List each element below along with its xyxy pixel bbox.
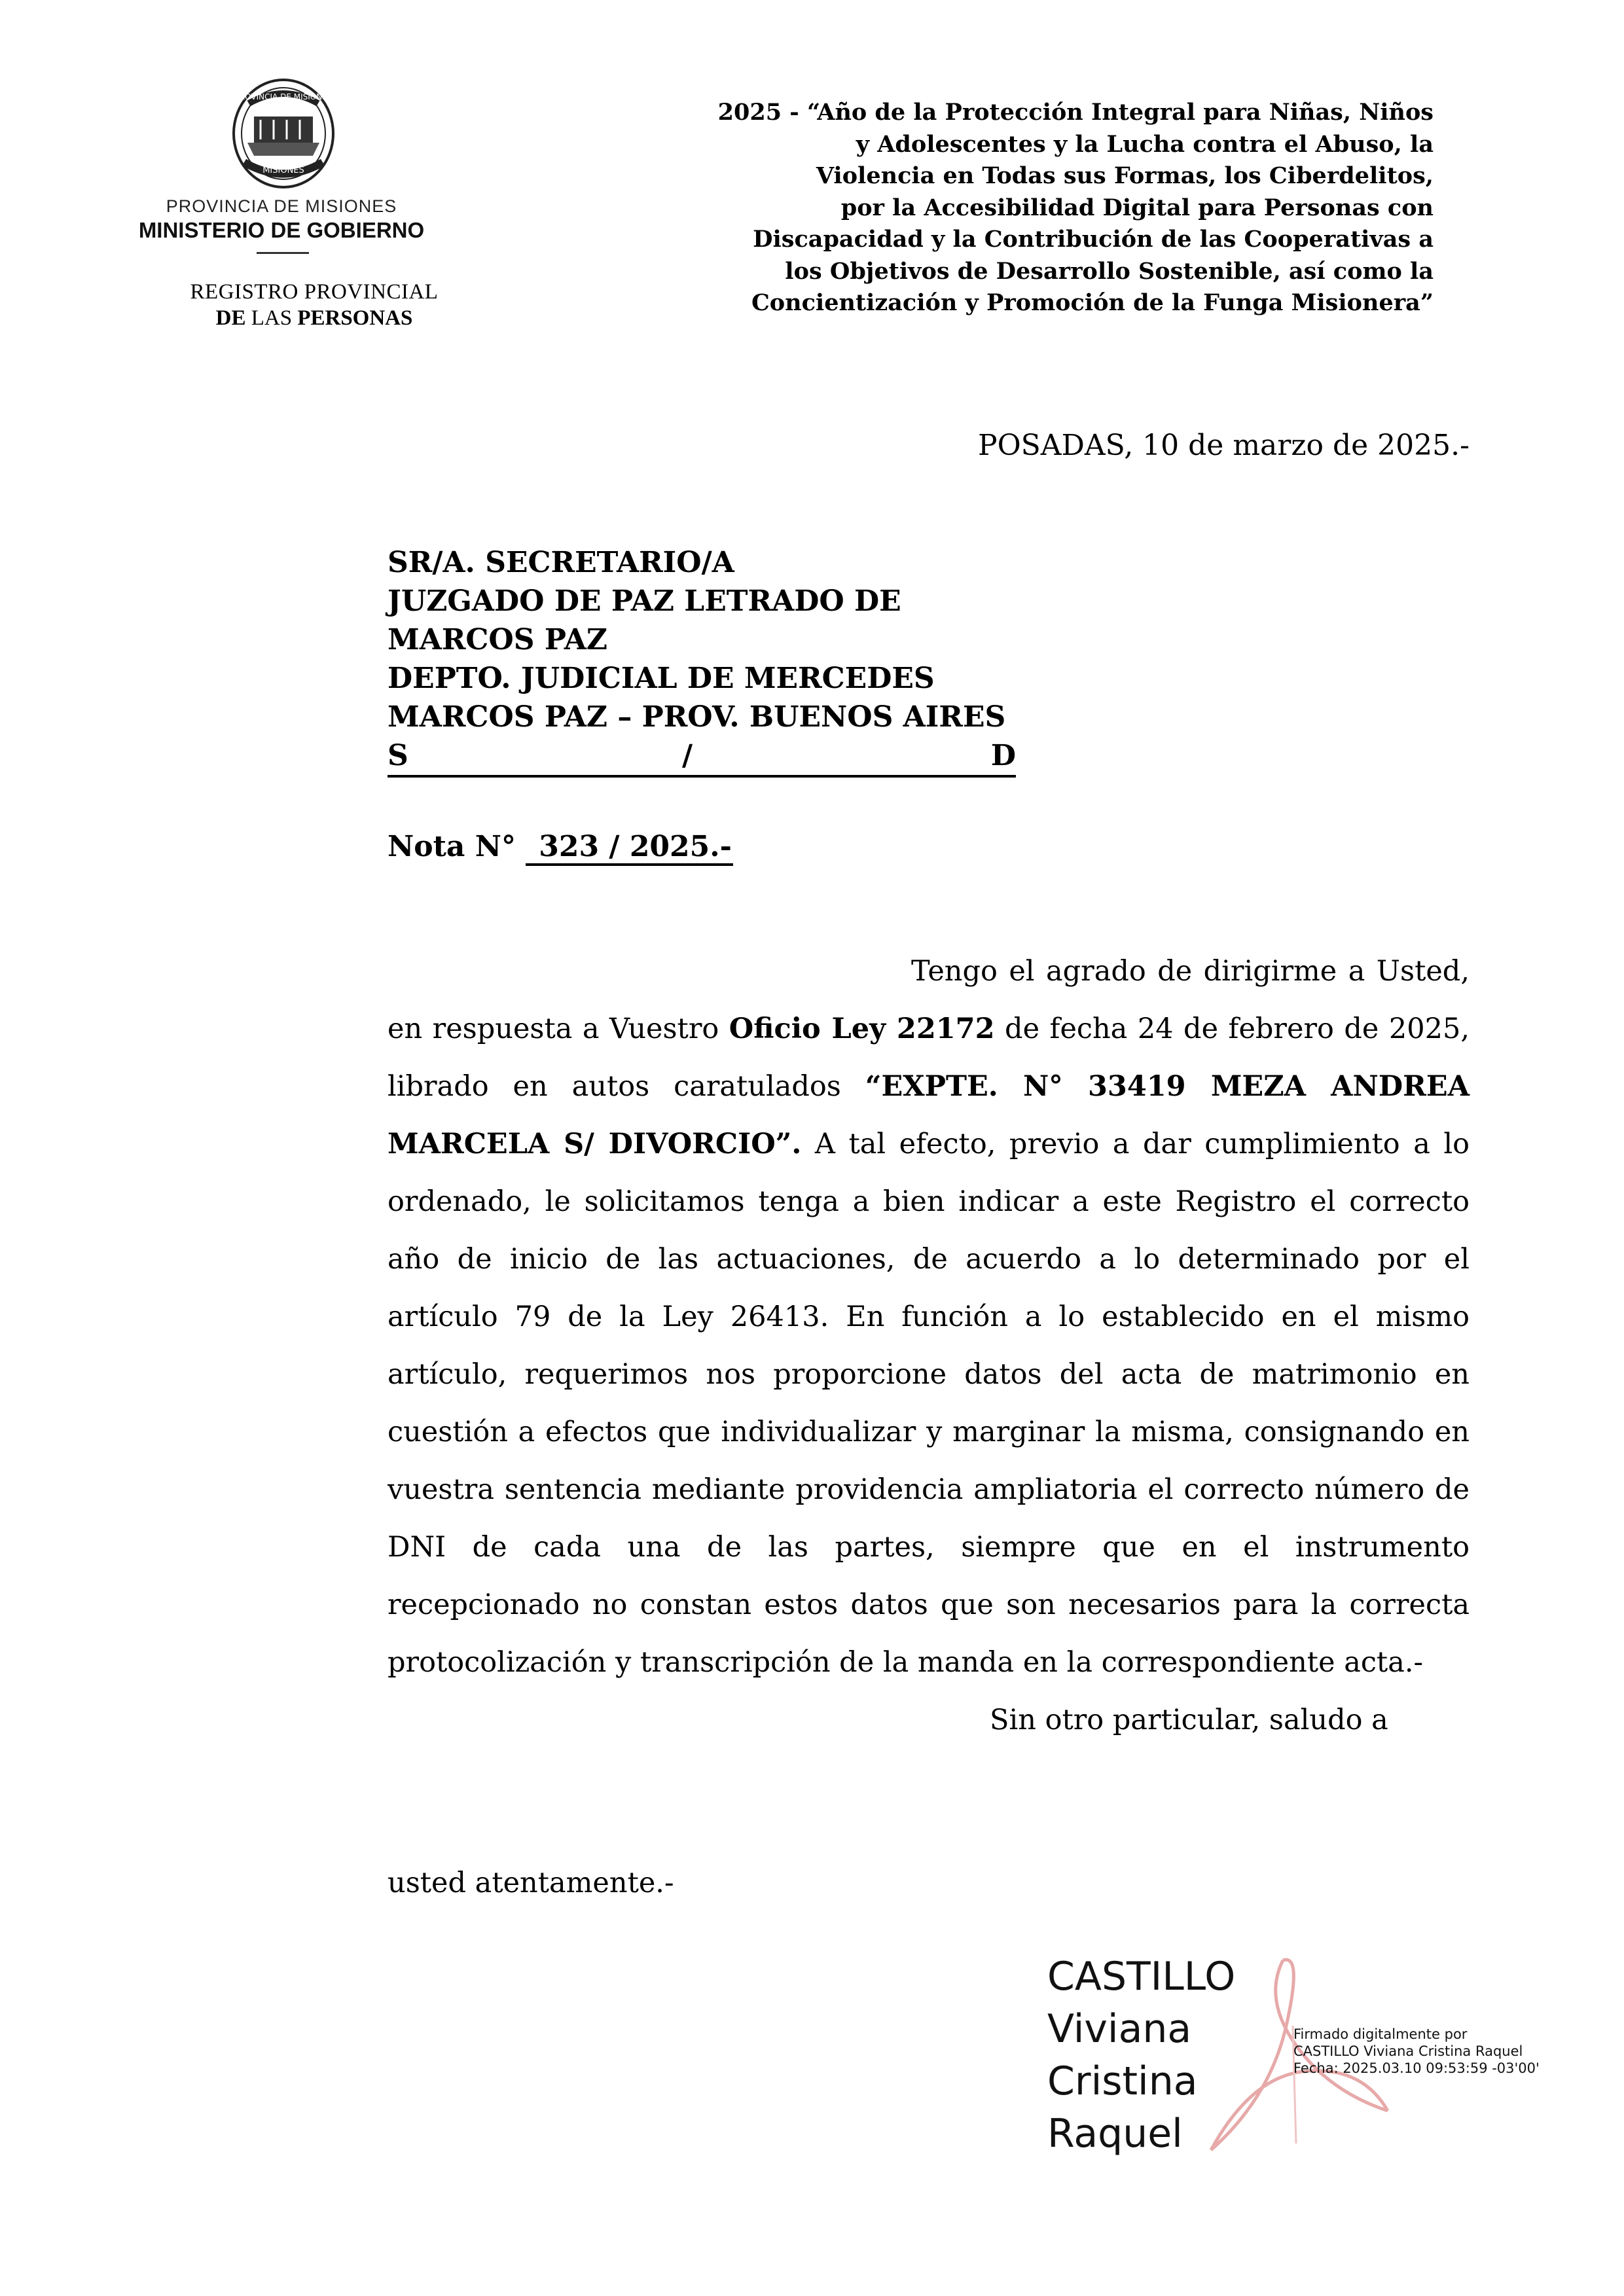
su-despacho-line (388, 736, 1016, 778)
signature-info-line: Fecha: 2025.03.10 09:53:59 -03'00' (1293, 2060, 1540, 2076)
note-number-value: 323 / 2025.- (526, 830, 733, 866)
addressee-block (388, 543, 1108, 778)
closing-line-2: usted atentamente.- (388, 1867, 674, 1899)
note-label: Nota N° (388, 830, 516, 863)
motto-line: Discapacidad y la Contribución de las Cooperativas a (753, 226, 1434, 253)
body-text-e: A tal efecto, previo a dar cumplimiento a lo ordenado, le solicitamos tenga a bien indicar a este Registro el correcto año de inicio de las actuaciones, de acuerdo a lo determinado por el artículo 79 de la Ley 26413. En función a lo establecido en el mismo artículo, requerimos nos proporcione datos del acta de matrimonio en cuestión a efectos que individualizar y marginar la misma, consignando en vuestra sentencia mediante providencia ampliatoria el correcto número de DNI de cada una de las partes, siempre que en el instrumento recepcionado no constan estos datos que son necesarios para la correcta protocolización y transcripción de la manda en la correspondiente acta.- (388, 1128, 1470, 1679)
closing-line-1: Sin otro particular, saludo a (990, 1704, 1388, 1736)
letter-date: POSADAS, 10 de marzo de 2025.- (977, 429, 1470, 462)
registry-line-1: REGISTRO PROVINCIAL (190, 280, 439, 304)
body-text-c: de fecha 24 de febrero de 2025, librado en autos caratulados (388, 1013, 1470, 1103)
province-seal-icon (208, 77, 359, 190)
registry-line-2 (98, 306, 530, 331)
motto-line: Concientización y Promoción de la Funga Misionera” (751, 289, 1434, 316)
signer-name-line: Raquel (1047, 2111, 1183, 2157)
letter-body (388, 942, 1470, 1749)
signer-name-line: CASTILLO (1047, 1954, 1236, 2000)
signature-info-line: Firmado digitalmente por (1293, 2026, 1468, 2042)
oficio-reference: Oficio Ley 22172 (729, 1013, 995, 1045)
motto-line: por la Accesibilidad Digital para Personas con (840, 194, 1434, 221)
motto-line: los Objetivos de Desarrollo Sostenible, así como la (785, 257, 1434, 285)
sd-d: D (990, 739, 1016, 772)
motto-line: Violencia en Todas sus Formas, los Ciberdelitos, (816, 162, 1434, 189)
case-reference: “EXPTE. N° 33419 MEZA ANDREA MARCELA S/ DIVORCIO”. (388, 1070, 1470, 1160)
body-paragraph (388, 942, 1470, 1691)
addressee-line: MARCOS PAZ (388, 623, 607, 656)
addressee-line: MARCOS PAZ – PROV. BUENOS AIRES (388, 700, 1006, 734)
note-number (388, 830, 733, 863)
addressee-line: DEPTO. JUDICIAL DE MERCEDES (388, 662, 935, 695)
motto-line: 2025 - “Año de la Protección Integral para Niñas, Niños (717, 99, 1434, 126)
addressee-line: JUZGADO DE PAZ LETRADO DE (388, 584, 901, 618)
registry-line-2-prefix: DE (215, 306, 246, 330)
year-motto (589, 97, 1434, 319)
sd-s: S (388, 739, 408, 772)
signer-name-line: Cristina (1047, 2058, 1198, 2104)
motto-line: y Adolescentes y la Lucha contra el Abuso, la (856, 130, 1434, 158)
sd-slash: / (682, 739, 693, 772)
seal-text: PROVINCIA DE MISIONES (234, 92, 333, 101)
signature-info (1293, 2026, 1540, 2077)
province-name: PROVINCIA DE MISIONES (166, 196, 397, 216)
ministry-divider (257, 252, 309, 254)
registry-line-2-suffix: PERSONAS (297, 306, 413, 330)
seal-bottom-text: MISIONES (262, 166, 304, 175)
registry-line-2-mid: LAS (251, 306, 293, 330)
ministry-name: MINISTERIO DE GOBIERNO (138, 218, 425, 242)
addressee-line: SR/A. SECRETARIO/A (388, 546, 734, 579)
body-text-a: Tengo el agrado de dirigirme a Usted, en respuesta a Vuestro (388, 955, 1470, 1045)
signature-info-line: CASTILLO Viviana Cristina Raquel (1293, 2043, 1523, 2059)
signer-name-line: Viviana (1047, 2006, 1192, 2052)
